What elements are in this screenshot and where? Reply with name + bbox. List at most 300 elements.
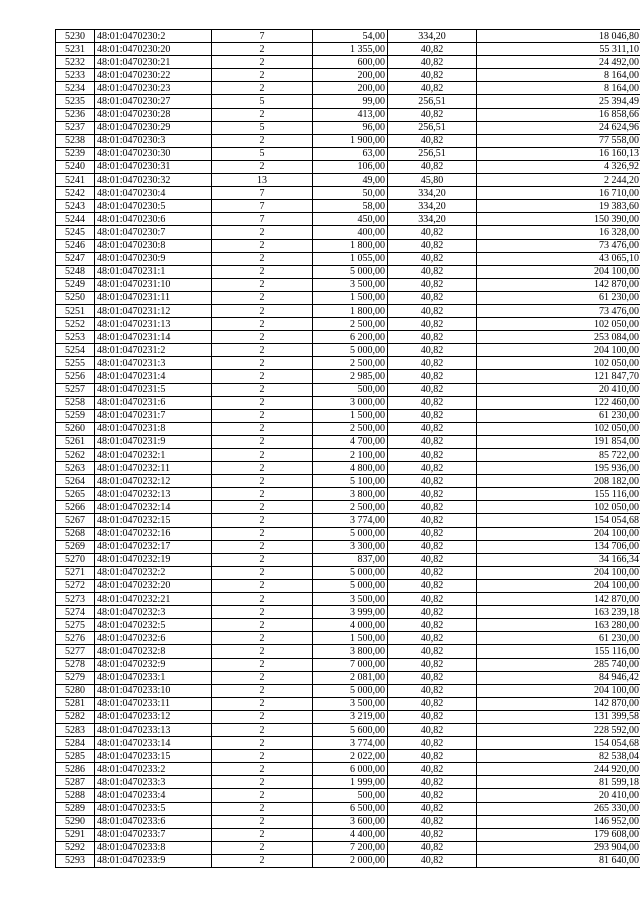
area-cell: 96,00 [313,121,388,134]
table-row [56,449,640,462]
row-number-cell: 5237 [56,121,95,134]
row-number-cell: 5272 [56,579,95,592]
cadastral-number-cell: 48:01:0470230:27 [95,95,212,108]
table-row [56,56,640,69]
category-cell: 2 [212,475,313,488]
area-cell: 5 000,00 [313,684,388,697]
value-cell: 61 230,00 [477,632,640,645]
cadastral-value-table [55,29,640,868]
row-number-cell: 5278 [56,658,95,671]
cadastral-number-cell: 48:01:0470231:12 [95,304,212,317]
value-cell: 55 311,10 [477,43,640,56]
row-number-cell: 5288 [56,789,95,802]
cadastral-number-cell: 48:01:0470233:3 [95,776,212,789]
rate-cell: 40,82 [388,750,477,763]
row-number-cell: 5261 [56,435,95,448]
category-cell: 2 [212,566,313,579]
category-cell: 2 [212,841,313,854]
table-row [56,95,640,108]
table-row [56,710,640,723]
category-cell: 2 [212,56,313,69]
cadastral-number-cell: 48:01:0470230:5 [95,200,212,213]
rate-cell: 40,82 [388,737,477,750]
area-cell: 1 500,00 [313,409,388,422]
category-cell: 2 [212,331,313,344]
cadastral-number-cell: 48:01:0470233:11 [95,697,212,710]
area-cell: 3 600,00 [313,815,388,828]
value-cell: 150 390,00 [477,213,640,226]
cadastral-number-cell: 48:01:0470230:3 [95,134,212,147]
rate-cell: 40,82 [388,854,477,867]
table-row [56,619,640,632]
category-cell: 2 [212,593,313,606]
cadastral-number-cell: 48:01:0470232:21 [95,593,212,606]
rate-cell: 40,82 [388,619,477,632]
value-cell: 8 164,00 [477,82,640,95]
category-cell: 2 [212,789,313,802]
row-number-cell: 5269 [56,540,95,553]
area-cell: 54,00 [313,30,388,43]
area-cell: 500,00 [313,383,388,396]
table-row [56,593,640,606]
cadastral-number-cell: 48:01:0470230:21 [95,56,212,69]
rate-cell: 40,82 [388,776,477,789]
category-cell: 2 [212,82,313,95]
cadastral-number-cell: 48:01:0470233:7 [95,828,212,841]
area-cell: 7 200,00 [313,841,388,854]
value-cell: 253 084,00 [477,331,640,344]
cadastral-number-cell: 48:01:0470230:9 [95,252,212,265]
cadastral-number-cell: 48:01:0470231:4 [95,370,212,383]
category-cell: 2 [212,553,313,566]
table-row [56,488,640,501]
category-cell: 5 [212,147,313,160]
row-number-cell: 5241 [56,174,95,187]
row-number-cell: 5233 [56,69,95,82]
table-row [56,750,640,763]
rate-cell: 40,82 [388,763,477,776]
table-row [56,527,640,540]
value-cell: 61 230,00 [477,409,640,422]
rate-cell: 40,82 [388,658,477,671]
rate-cell: 40,82 [388,409,477,422]
category-cell: 2 [212,632,313,645]
value-cell: 204 100,00 [477,566,640,579]
rate-cell: 40,82 [388,789,477,802]
area-cell: 2 500,00 [313,422,388,435]
rate-cell: 334,20 [388,187,477,200]
cadastral-number-cell: 48:01:0470230:6 [95,213,212,226]
area-cell: 600,00 [313,56,388,69]
area-cell: 3 800,00 [313,488,388,501]
cadastral-number-cell: 48:01:0470230:30 [95,147,212,160]
table-row [56,239,640,252]
table-row [56,265,640,278]
area-cell: 5 000,00 [313,344,388,357]
value-cell: 204 100,00 [477,527,640,540]
rate-cell: 40,82 [388,435,477,448]
category-cell: 2 [212,854,313,867]
cadastral-number-cell: 48:01:0470230:4 [95,187,212,200]
row-number-cell: 5254 [56,344,95,357]
cadastral-number-cell: 48:01:0470233:1 [95,671,212,684]
rate-cell: 40,82 [388,108,477,121]
table-body [56,30,640,868]
value-cell: 285 740,00 [477,658,640,671]
area-cell: 3 219,00 [313,710,388,723]
table-row [56,174,640,187]
row-number-cell: 5280 [56,684,95,697]
row-number-cell: 5248 [56,265,95,278]
value-cell: 85 722,00 [477,449,640,462]
cadastral-number-cell: 48:01:0470231:14 [95,331,212,344]
cadastral-number-cell: 48:01:0470230:28 [95,108,212,121]
cadastral-number-cell: 48:01:0470231:11 [95,291,212,304]
category-cell: 2 [212,776,313,789]
area-cell: 400,00 [313,226,388,239]
category-cell: 2 [212,619,313,632]
value-cell: 84 946,42 [477,671,640,684]
cadastral-number-cell: 48:01:0470232:12 [95,475,212,488]
table-row [56,501,640,514]
table-row [56,723,640,736]
rate-cell: 334,20 [388,30,477,43]
row-number-cell: 5247 [56,252,95,265]
rate-cell: 334,20 [388,200,477,213]
value-cell: 208 182,00 [477,475,640,488]
category-cell: 2 [212,278,313,291]
value-cell: 204 100,00 [477,684,640,697]
area-cell: 5 100,00 [313,475,388,488]
rate-cell: 40,82 [388,82,477,95]
area-cell: 2 500,00 [313,501,388,514]
rate-cell: 40,82 [388,344,477,357]
cadastral-number-cell: 48:01:0470232:11 [95,462,212,475]
table-row [56,213,640,226]
table-row [56,632,640,645]
row-number-cell: 5268 [56,527,95,540]
row-number-cell: 5256 [56,370,95,383]
category-cell: 2 [212,540,313,553]
category-cell: 2 [212,606,313,619]
value-cell: 204 100,00 [477,265,640,278]
value-cell: 195 936,00 [477,462,640,475]
value-cell: 24 492,00 [477,56,640,69]
table-row [56,318,640,331]
category-cell: 2 [212,723,313,736]
table-row [56,514,640,527]
area-cell: 99,00 [313,95,388,108]
category-cell: 2 [212,318,313,331]
rate-cell: 40,82 [388,645,477,658]
table-row [56,160,640,173]
area-cell: 50,00 [313,187,388,200]
row-number-cell: 5258 [56,396,95,409]
area-cell: 3 500,00 [313,697,388,710]
area-cell: 3 500,00 [313,593,388,606]
value-cell: 163 239,18 [477,606,640,619]
area-cell: 4 800,00 [313,462,388,475]
category-cell: 2 [212,671,313,684]
category-cell: 7 [212,30,313,43]
table-row [56,789,640,802]
area-cell: 63,00 [313,147,388,160]
row-number-cell: 5245 [56,226,95,239]
cadastral-number-cell: 48:01:0470233:9 [95,854,212,867]
area-cell: 200,00 [313,69,388,82]
area-cell: 7 000,00 [313,658,388,671]
category-cell: 2 [212,645,313,658]
rate-cell: 40,82 [388,710,477,723]
table-row [56,43,640,56]
category-cell: 2 [212,160,313,173]
cadastral-number-cell: 48:01:0470233:12 [95,710,212,723]
cadastral-number-cell: 48:01:0470232:15 [95,514,212,527]
cadastral-number-cell: 48:01:0470233:10 [95,684,212,697]
area-cell: 2 000,00 [313,854,388,867]
value-cell: 19 383,60 [477,200,640,213]
table-row [56,252,640,265]
rate-cell: 40,82 [388,671,477,684]
rate-cell: 40,82 [388,488,477,501]
rate-cell: 256,51 [388,147,477,160]
rate-cell: 40,82 [388,632,477,645]
table-row [56,331,640,344]
cadastral-number-cell: 48:01:0470231:9 [95,435,212,448]
row-number-cell: 5279 [56,671,95,684]
value-cell: 154 054,68 [477,737,640,750]
category-cell: 2 [212,737,313,750]
table-row [56,121,640,134]
row-number-cell: 5242 [56,187,95,200]
category-cell: 2 [212,370,313,383]
value-cell: 154 054,68 [477,514,640,527]
row-number-cell: 5239 [56,147,95,160]
cadastral-number-cell: 48:01:0470233:6 [95,815,212,828]
area-cell: 3 999,00 [313,606,388,619]
value-cell: 155 116,00 [477,488,640,501]
row-number-cell: 5273 [56,593,95,606]
row-number-cell: 5263 [56,462,95,475]
category-cell: 2 [212,488,313,501]
value-cell: 155 116,00 [477,645,640,658]
category-cell: 2 [212,409,313,422]
area-cell: 5 000,00 [313,527,388,540]
table-row [56,579,640,592]
row-number-cell: 5283 [56,723,95,736]
category-cell: 2 [212,435,313,448]
cadastral-number-cell: 48:01:0470233:14 [95,737,212,750]
rate-cell: 40,82 [388,318,477,331]
table-row [56,383,640,396]
area-cell: 3 000,00 [313,396,388,409]
value-cell: 191 854,00 [477,435,640,448]
row-number-cell: 5232 [56,56,95,69]
row-number-cell: 5293 [56,854,95,867]
value-cell: 81 640,00 [477,854,640,867]
rate-cell: 40,82 [388,579,477,592]
area-cell: 2 081,00 [313,671,388,684]
cadastral-number-cell: 48:01:0470231:8 [95,422,212,435]
category-cell: 2 [212,252,313,265]
value-cell: 102 050,00 [477,501,640,514]
cadastral-number-cell: 48:01:0470231:6 [95,396,212,409]
category-cell: 2 [212,763,313,776]
value-cell: 204 100,00 [477,579,640,592]
value-cell: 131 399,58 [477,710,640,723]
cadastral-number-cell: 48:01:0470232:8 [95,645,212,658]
cadastral-number-cell: 48:01:0470232:13 [95,488,212,501]
table-row [56,226,640,239]
row-number-cell: 5290 [56,815,95,828]
row-number-cell: 5270 [56,553,95,566]
value-cell: 228 592,00 [477,723,640,736]
area-cell: 1 055,00 [313,252,388,265]
table-row [56,802,640,815]
category-cell: 2 [212,501,313,514]
rate-cell: 40,82 [388,265,477,278]
row-number-cell: 5244 [56,213,95,226]
category-cell: 2 [212,134,313,147]
value-cell: 134 706,00 [477,540,640,553]
value-cell: 146 952,00 [477,815,640,828]
category-cell: 2 [212,239,313,252]
area-cell: 58,00 [313,200,388,213]
row-number-cell: 5249 [56,278,95,291]
table-row [56,815,640,828]
value-cell: 20 410,00 [477,383,640,396]
category-cell: 2 [212,658,313,671]
row-number-cell: 5285 [56,750,95,763]
row-number-cell: 5236 [56,108,95,121]
value-cell: 43 065,10 [477,252,640,265]
table-row [56,475,640,488]
table-row [56,278,640,291]
row-number-cell: 5240 [56,160,95,173]
value-cell: 20 410,00 [477,789,640,802]
row-number-cell: 5230 [56,30,95,43]
row-number-cell: 5284 [56,737,95,750]
value-cell: 18 046,80 [477,30,640,43]
value-cell: 81 599,18 [477,776,640,789]
value-cell: 34 166,34 [477,553,640,566]
row-number-cell: 5250 [56,291,95,304]
table-row [56,645,640,658]
cadastral-number-cell: 48:01:0470230:2 [95,30,212,43]
table-row [56,187,640,200]
category-cell: 2 [212,383,313,396]
area-cell: 500,00 [313,789,388,802]
value-cell: 16 858,66 [477,108,640,121]
table-row [56,370,640,383]
category-cell: 2 [212,750,313,763]
category-cell: 2 [212,697,313,710]
value-cell: 61 230,00 [477,291,640,304]
cadastral-number-cell: 48:01:0470232:9 [95,658,212,671]
value-cell: 16 328,00 [477,226,640,239]
area-cell: 106,00 [313,160,388,173]
rate-cell: 256,51 [388,95,477,108]
category-cell: 2 [212,265,313,278]
rate-cell: 40,82 [388,422,477,435]
area-cell: 6 500,00 [313,802,388,815]
category-cell: 2 [212,684,313,697]
row-number-cell: 5257 [56,383,95,396]
area-cell: 4 700,00 [313,435,388,448]
row-number-cell: 5262 [56,449,95,462]
row-number-cell: 5264 [56,475,95,488]
row-number-cell: 5265 [56,488,95,501]
area-cell: 5 000,00 [313,579,388,592]
area-cell: 2 022,00 [313,750,388,763]
value-cell: 82 538,04 [477,750,640,763]
cadastral-number-cell: 48:01:0470232:17 [95,540,212,553]
row-number-cell: 5253 [56,331,95,344]
rate-cell: 40,82 [388,43,477,56]
area-cell: 5 600,00 [313,723,388,736]
area-cell: 2 500,00 [313,318,388,331]
rate-cell: 40,82 [388,606,477,619]
category-cell: 5 [212,95,313,108]
area-cell: 4 400,00 [313,828,388,841]
area-cell: 1 355,00 [313,43,388,56]
rate-cell: 40,82 [388,69,477,82]
rate-cell: 40,82 [388,475,477,488]
table-row [56,396,640,409]
cadastral-number-cell: 48:01:0470230:8 [95,239,212,252]
cadastral-number-cell: 48:01:0470231:3 [95,357,212,370]
table-row [56,357,640,370]
category-cell: 2 [212,69,313,82]
row-number-cell: 5292 [56,841,95,854]
table-row [56,737,640,750]
value-cell: 122 460,00 [477,396,640,409]
category-cell: 2 [212,226,313,239]
table-row [56,776,640,789]
cadastral-number-cell: 48:01:0470232:20 [95,579,212,592]
rate-cell: 40,82 [388,357,477,370]
value-cell: 16 160,13 [477,147,640,160]
row-number-cell: 5281 [56,697,95,710]
rate-cell: 40,82 [388,383,477,396]
rate-cell: 40,82 [388,815,477,828]
value-cell: 77 558,00 [477,134,640,147]
cadastral-number-cell: 48:01:0470230:22 [95,69,212,82]
category-cell: 2 [212,344,313,357]
category-cell: 2 [212,357,313,370]
category-cell: 2 [212,514,313,527]
area-cell: 2 500,00 [313,357,388,370]
cadastral-number-cell: 48:01:0470232:3 [95,606,212,619]
rate-cell: 40,82 [388,501,477,514]
cadastral-number-cell: 48:01:0470233:2 [95,763,212,776]
cadastral-number-cell: 48:01:0470230:29 [95,121,212,134]
row-number-cell: 5287 [56,776,95,789]
cadastral-number-cell: 48:01:0470231:13 [95,318,212,331]
rate-cell: 40,82 [388,828,477,841]
cadastral-number-cell: 48:01:0470233:5 [95,802,212,815]
rate-cell: 40,82 [388,291,477,304]
table-row [56,304,640,317]
cadastral-number-cell: 48:01:0470230:32 [95,174,212,187]
area-cell: 1 800,00 [313,304,388,317]
row-number-cell: 5235 [56,95,95,108]
row-number-cell: 5286 [56,763,95,776]
rate-cell: 40,82 [388,56,477,69]
area-cell: 6 000,00 [313,763,388,776]
cadastral-number-cell: 48:01:0470232:1 [95,449,212,462]
area-cell: 837,00 [313,553,388,566]
